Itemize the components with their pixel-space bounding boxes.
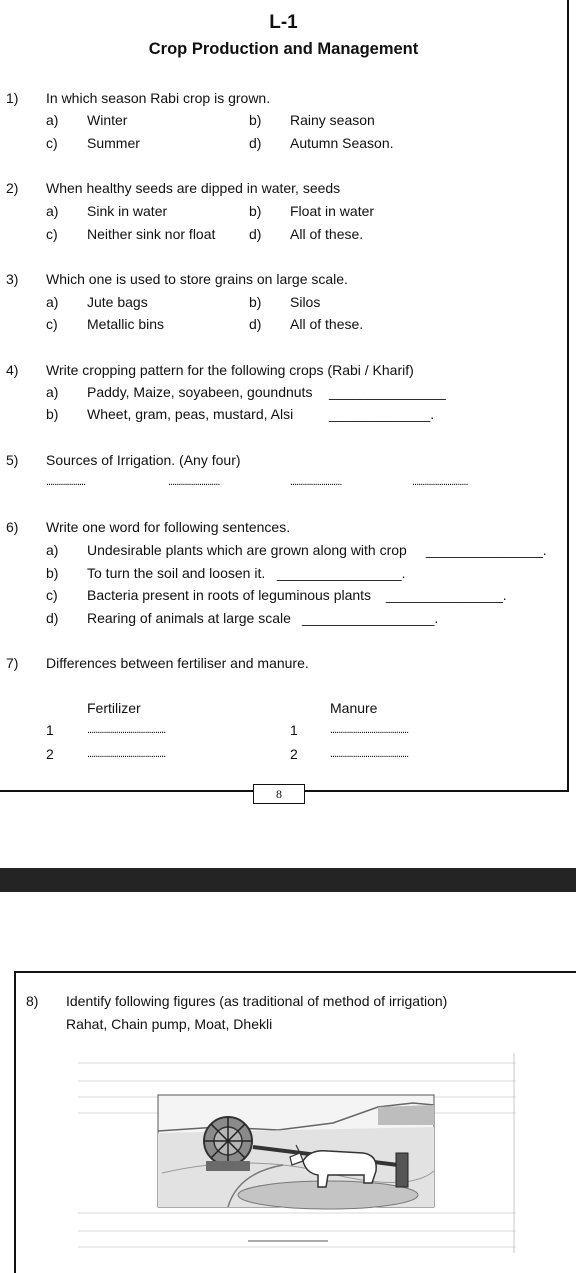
item-text: Bacteria present in roots of leguminous plants: [87, 587, 372, 603]
option-label: a): [46, 294, 59, 310]
question-text: Differences between fertiliser and manure.: [46, 655, 309, 671]
question-number: 5): [6, 452, 19, 468]
option-text: Winter: [87, 112, 128, 128]
answer-blank[interactable]: _________________.: [302, 610, 439, 626]
option-label: c): [46, 135, 58, 151]
item-text: Undesirable plants which are grown along with crop: [87, 542, 407, 558]
item-label: b): [46, 406, 59, 422]
question-text: Write one word for following sentences.: [46, 519, 291, 535]
page-number: 8: [253, 784, 305, 804]
option-text: Float in water: [290, 203, 375, 219]
answer-blank[interactable]: ...................: [46, 476, 86, 488]
item-text: Rearing of animals at large scale: [87, 610, 291, 626]
question-text: Sources of Irrigation. (Any four): [46, 452, 241, 468]
option-label: a): [46, 112, 59, 128]
item-label: b): [46, 565, 59, 581]
option-text: Sink in water: [87, 203, 168, 219]
option-label: a): [46, 203, 59, 219]
option-text: Metallic bins: [87, 316, 165, 332]
answer-blank[interactable]: _______________.: [426, 542, 547, 558]
question-number: 8): [26, 993, 39, 1009]
answer-blank[interactable]: ________________.: [277, 565, 406, 581]
page-title: Crop Production and Management: [148, 40, 419, 58]
option-label: c): [46, 226, 58, 242]
question-number: 6): [6, 519, 19, 535]
question-text: Which one is used to store grains on large scale.: [46, 271, 348, 287]
item-text: Paddy, Maize, soyabeen, goundnuts: [87, 384, 313, 400]
option-text: Neither sink nor float: [87, 226, 216, 242]
column-heading-manure: Manure: [330, 700, 378, 716]
answer-options: Rahat, Chain pump, Moat, Dhekli: [66, 1016, 273, 1032]
question-number: 3): [6, 271, 19, 287]
answer-blank[interactable]: _______________.: [386, 587, 507, 603]
answer-blank[interactable]: ......................................: [330, 724, 409, 736]
item-text: To turn the soil and loosen it.: [87, 565, 266, 581]
option-label: b): [249, 203, 262, 219]
answer-blank[interactable]: ......................................: [330, 748, 409, 760]
option-text: Jute bags: [87, 294, 148, 310]
answer-blank[interactable]: .........................: [168, 476, 220, 488]
question-text: Identify following figures (as traditional of method of irrigation): [66, 993, 448, 1009]
option-text: All of these.: [290, 316, 364, 332]
answer-blank[interactable]: .........................: [290, 476, 342, 488]
option-text: Summer: [87, 135, 140, 151]
option-text: Autumn Season.: [290, 135, 394, 151]
question-text: Write cropping pattern for the following crops (Rabi / Kharif): [46, 362, 414, 378]
answer-blank[interactable]: ......................................: [87, 724, 166, 736]
row-number: 2: [290, 746, 298, 762]
item-label: a): [46, 542, 59, 558]
option-label: d): [249, 226, 262, 242]
question-number: 4): [6, 362, 19, 378]
lesson-number: L-1: [269, 12, 298, 33]
option-text: Rainy season: [290, 112, 375, 128]
page-separator: [0, 868, 576, 892]
column-heading-fertilizer: Fertilizer: [87, 700, 141, 716]
option-label: d): [249, 316, 262, 332]
question-text: In which season Rabi crop is grown.: [46, 90, 271, 106]
answer-blank[interactable]: ...........................: [412, 476, 468, 488]
question-number: 1): [6, 90, 19, 106]
answer-blank[interactable]: ......................................: [87, 748, 166, 760]
item-text: Wheet, gram, peas, mustard, Alsi: [87, 406, 294, 422]
option-label: b): [249, 294, 262, 310]
item-label: a): [46, 384, 59, 400]
option-text: All of these.: [290, 226, 364, 242]
option-label: b): [249, 112, 262, 128]
answer-blank[interactable]: _______________: [329, 384, 446, 400]
question-text: When healthy seeds are dipped in water, seeds: [46, 180, 341, 196]
item-label: c): [46, 587, 58, 603]
row-number: 1: [290, 722, 298, 738]
option-label: d): [249, 135, 262, 151]
option-text: Silos: [290, 294, 321, 310]
option-label: c): [46, 316, 58, 332]
row-number: 2: [46, 746, 54, 762]
irrigation-figure-rahat: [78, 1053, 516, 1253]
row-number: 1: [46, 722, 54, 738]
question-number: 7): [6, 655, 19, 671]
item-label: d): [46, 610, 59, 626]
question-number: 2): [6, 180, 19, 196]
answer-blank[interactable]: _____________.: [329, 406, 435, 422]
